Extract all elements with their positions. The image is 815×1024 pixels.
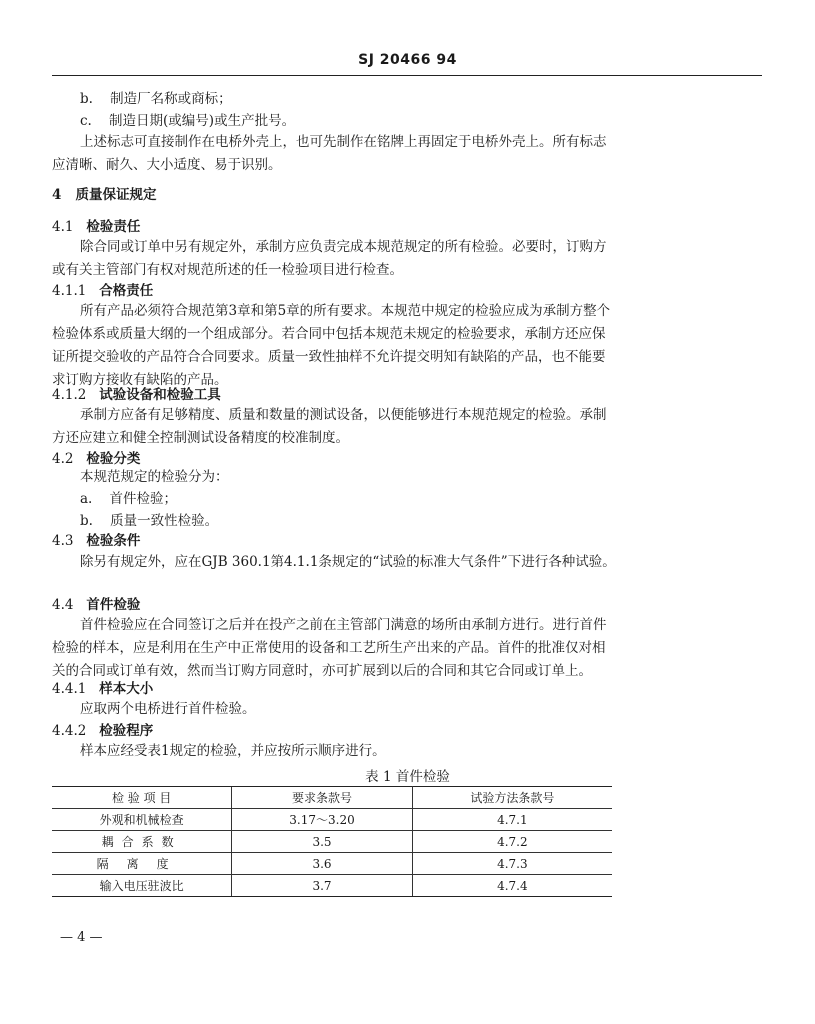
section-number: 4.2 xyxy=(52,451,74,467)
list-marker: b. xyxy=(80,91,93,107)
section-number: 4.4.2 xyxy=(52,723,87,739)
table-cell: 外观和机械检查 xyxy=(52,809,232,831)
section-title: 合格责任 xyxy=(99,283,154,299)
table-cell: 4.7.1 xyxy=(412,809,612,831)
list-item-a xyxy=(80,490,177,509)
table-cell: 输入电压驻波比 xyxy=(52,875,232,897)
section-4-1-2-heading xyxy=(52,386,221,405)
section-4-1-text: 除合同或订单中另有规定外，承制方应负责完成本规范规定的所有检验。必要时，订购方或有关主管部门有权对规范所述的任一检验项目进行检查。 xyxy=(52,239,607,278)
section-number: 4.4.1 xyxy=(52,681,87,697)
table-row xyxy=(52,809,612,831)
table-caption: 表 1 首件检验 xyxy=(365,769,450,785)
section-title: 检验分类 xyxy=(86,451,141,467)
section-4-4-1-text: 应取两个电桥进行首件检验。 xyxy=(80,701,256,717)
section-4-heading xyxy=(52,186,157,205)
table-cell: 耦合系数 xyxy=(52,831,232,853)
section-4-1-1-heading xyxy=(52,282,153,301)
table-header-row xyxy=(52,787,612,809)
section-title: 检验程序 xyxy=(99,723,154,739)
section-4-1-heading xyxy=(52,218,140,237)
section-4-4-text: 首件检验应在合同签订之后并在投产之前在主管部门满意的场所由承制方进行。进行首件检验的样本，应是利用在生产中正常使用的设备和工艺所生产出来的产品。首件的批准仅对相关的合同或订单有效，然而当订购方同意时，亦可扩展到以后的合同和其它合同或订单上。 xyxy=(52,617,607,679)
section-4-1-2-text: 承制方应备有足够精度、质量和数量的测试设备，以便能够进行本规范规定的检验。承制方还应建立和健全控制测试设备精度的校准制度。 xyxy=(52,407,607,446)
section-number: 4.1 xyxy=(52,219,74,235)
table-row xyxy=(52,831,612,853)
section-title: 样本大小 xyxy=(99,681,154,697)
table-header-cell: 要求条款号 xyxy=(232,787,412,809)
list-item-b xyxy=(80,90,232,109)
section-title: 质量保证规定 xyxy=(75,187,157,203)
list-item-b2 xyxy=(80,512,218,531)
section-number: 4.4 xyxy=(52,597,74,613)
section-title: 检验责任 xyxy=(86,219,141,235)
table-cell: 4.7.2 xyxy=(412,831,612,853)
list-text: 质量一致性检验。 xyxy=(110,513,219,529)
table-cell: 隔离度 xyxy=(52,853,232,875)
section-number: 4 xyxy=(52,187,62,203)
section-4-3-text: 除另有规定外，应在GJB 360.1第4.1.1条规定的“试验的标准大气条件”下进行各种试验。 xyxy=(80,554,616,570)
table-header-cell: 检 验 项 目 xyxy=(52,787,232,809)
table-cell: 4.7.3 xyxy=(412,853,612,875)
header-rule xyxy=(52,75,762,76)
section-number: 4.3 xyxy=(52,533,74,549)
document-code-header: SJ 20466 94 xyxy=(358,52,457,68)
section-4-4-1-heading xyxy=(52,680,153,699)
marking-paragraph: 上述标志可直接制作在电桥外壳上，也可先制作在铭牌上再固定于电桥外壳上。所有标志应清晰、耐久、大小适度、易于识别。 xyxy=(52,134,607,173)
section-number: 4.1.2 xyxy=(52,387,87,403)
table-header-cell: 试验方法条款号 xyxy=(412,787,612,809)
table-row xyxy=(52,875,612,897)
section-title: 试验设备和检验工具 xyxy=(99,387,221,403)
section-4-4-2-text: 样本应经受表1规定的检验，并应按所示顺序进行。 xyxy=(80,743,386,759)
section-title: 检验条件 xyxy=(86,533,141,549)
list-text: 制造日期(或编号)或生产批号。 xyxy=(109,113,296,129)
list-text: 首件检验； xyxy=(109,491,178,507)
section-number: 4.1.1 xyxy=(52,283,87,299)
table-cell: 3.6 xyxy=(232,853,412,875)
list-marker: c. xyxy=(80,113,92,129)
list-text: 制造厂名称或商标； xyxy=(110,91,232,107)
table-cell: 4.7.4 xyxy=(412,875,612,897)
table-row xyxy=(52,853,612,875)
table-cell: 3.17～3.20 xyxy=(232,809,412,831)
section-4-1-1-text: 所有产品必须符合规范第3章和第5章的所有要求。本规范中规定的检验应成为承制方整个检验体系或质量大纲的一个组成部分。若合同中包括本规范未规定的检验要求，承制方还应保证所提交验收的产品符合合同要求。质量一致性抽样不允许提交明知有缺陷的产品，也不能要求订购方接收有缺陷的产品。 xyxy=(52,303,611,388)
list-marker: b. xyxy=(80,513,93,529)
list-marker: a. xyxy=(80,491,93,507)
section-4-4-heading xyxy=(52,596,140,615)
section-4-3-heading xyxy=(52,532,140,551)
section-title: 首件检验 xyxy=(86,597,141,613)
section-4-2-text: 本规范规定的检验分为： xyxy=(80,469,229,485)
table-cell: 3.7 xyxy=(232,875,412,897)
page-number: — 4 — xyxy=(60,930,103,945)
first-article-table xyxy=(52,786,612,897)
section-4-4-2-heading xyxy=(52,722,153,741)
list-item-c xyxy=(80,112,295,131)
section-4-2-heading xyxy=(52,450,140,469)
table-cell: 3.5 xyxy=(232,831,412,853)
